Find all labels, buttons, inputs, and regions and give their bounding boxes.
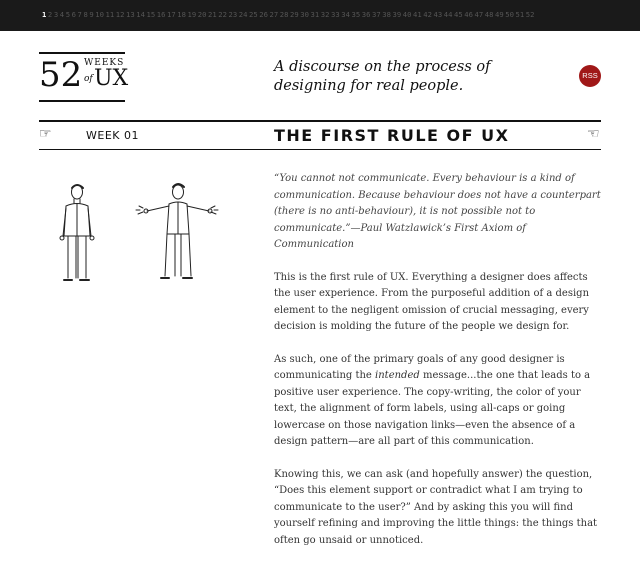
paragraph-2 [274,352,602,451]
week-link-1[interactable]: 1 [42,10,47,19]
week-link-23[interactable]: 23 [228,10,238,19]
week-link-47[interactable]: 47 [474,10,484,19]
week-link-38[interactable]: 38 [382,10,391,19]
week-link-43[interactable]: 43 [433,10,443,19]
week-link-44[interactable]: 44 [443,10,453,19]
week-link-19[interactable]: 19 [187,10,197,19]
week-link-29[interactable]: 29 [290,10,299,19]
top-navigation-bar [0,0,640,31]
paragraph-2-text-b: message...the one that leads to a positive user experience. The copy-writing, the color of your text, the alignment of form labels, using all-caps or going lowercase on those navigation links—even the absence of a design pattern—are all part of this communication. [274,370,591,447]
week-link-17[interactable]: 17 [167,10,176,19]
week-link-25[interactable]: 25 [249,10,258,19]
tagline-line-1: A discourse on the process of [274,59,491,75]
week-link-20[interactable]: 20 [197,10,207,19]
paragraph-2-emphasis: intended [375,370,420,381]
week-link-33[interactable]: 33 [331,10,340,19]
logo-ux-text: UX [94,66,129,91]
week-link-28[interactable]: 28 [279,10,289,19]
week-link-42[interactable]: 42 [423,10,432,19]
paragraph-1: This is the first rule of UX. Everything a designer does affects the user experience. From the purposeful addition of a design element to the negligent omission of crucial messaging, every decision is molding the future of the people we design for. [274,271,590,332]
week-link-27[interactable]: 27 [269,10,279,19]
site-tagline [274,58,514,96]
week-link-51[interactable]: 51 [515,10,525,19]
week-link-4[interactable]: 4 [59,10,65,19]
week-link-2[interactable]: 2 [47,10,53,19]
week-link-49[interactable]: 49 [495,10,504,19]
week-link-16[interactable]: 16 [156,10,166,19]
week-link-37[interactable]: 37 [372,10,381,19]
site-logo[interactable] [39,52,129,102]
post-body [274,171,602,565]
week-link-10[interactable]: 10 [95,10,104,19]
pointing-hand-right-icon[interactable]: ☜ [587,126,600,142]
week-link-12[interactable]: 12 [115,10,125,19]
week-navigation [42,10,536,19]
week-link-11[interactable]: 11 [105,10,115,19]
week-link-6[interactable]: 6 [71,10,76,19]
week-link-7[interactable]: 7 [77,10,82,19]
week-link-41[interactable]: 41 [413,10,422,19]
week-link-8[interactable]: 8 [83,10,88,19]
week-link-40[interactable]: 40 [402,10,412,19]
week-link-30[interactable]: 30 [300,10,309,19]
two-men-illustration [50,178,240,288]
paragraph-2-text-a: As such, one of the primary goals of any good designer is communicating the [274,353,565,381]
week-link-45[interactable]: 45 [454,10,463,19]
week-label: WEEK 01 [86,129,139,142]
logo-of-text: of [84,74,93,84]
logo-weeks-text: WEEKS [84,58,125,68]
tagline-line-2: designing for real people. [274,78,464,94]
week-link-26[interactable]: 26 [259,10,268,19]
week-link-31[interactable]: 31 [310,10,320,19]
week-link-48[interactable]: 48 [484,10,494,19]
week-link-14[interactable]: 14 [136,10,145,19]
post-title: THE FIRST RULE OF UX [274,126,510,145]
week-link-3[interactable]: 3 [53,10,59,19]
week-link-35[interactable]: 35 [351,10,361,19]
epigraph-quote: “You cannot not communicate. Every behaviour is a kind of communication. Because behaviour does not have a counterpart (there is no anti-behaviour), it is not possible not to communicate.”—Paul Watzlawick’s First Axiom of Communication [274,173,601,250]
rss-icon[interactable]: RSS [579,65,601,87]
week-link-46[interactable]: 46 [464,10,473,19]
week-link-22[interactable]: 22 [218,10,227,19]
week-link-21[interactable]: 21 [208,10,217,19]
header-divider-bottom [39,149,601,150]
header-divider-top [39,120,601,122]
week-link-52[interactable]: 52 [525,10,535,19]
week-link-15[interactable]: 15 [146,10,156,19]
pointing-hand-left-icon[interactable]: ☞ [39,126,52,142]
week-link-36[interactable]: 36 [361,10,371,19]
week-link-13[interactable]: 13 [126,10,135,19]
week-link-24[interactable]: 24 [238,10,248,19]
week-link-18[interactable]: 18 [177,10,186,19]
week-link-39[interactable]: 39 [392,10,402,19]
week-link-34[interactable]: 34 [341,10,350,19]
week-link-9[interactable]: 9 [89,10,94,19]
paragraph-3: Knowing this, we can ask (and hopefully answer) the question, “Does this element support or contradict what I am trying to communicate to the user?” And by asking this you will find yourself refining and improving the little things: the things that often go unsaid or unnoticed. [274,468,598,546]
week-link-5[interactable]: 5 [65,10,71,19]
week-link-32[interactable]: 32 [320,10,330,19]
logo-number: 52 [39,55,83,95]
week-link-50[interactable]: 50 [505,10,514,19]
